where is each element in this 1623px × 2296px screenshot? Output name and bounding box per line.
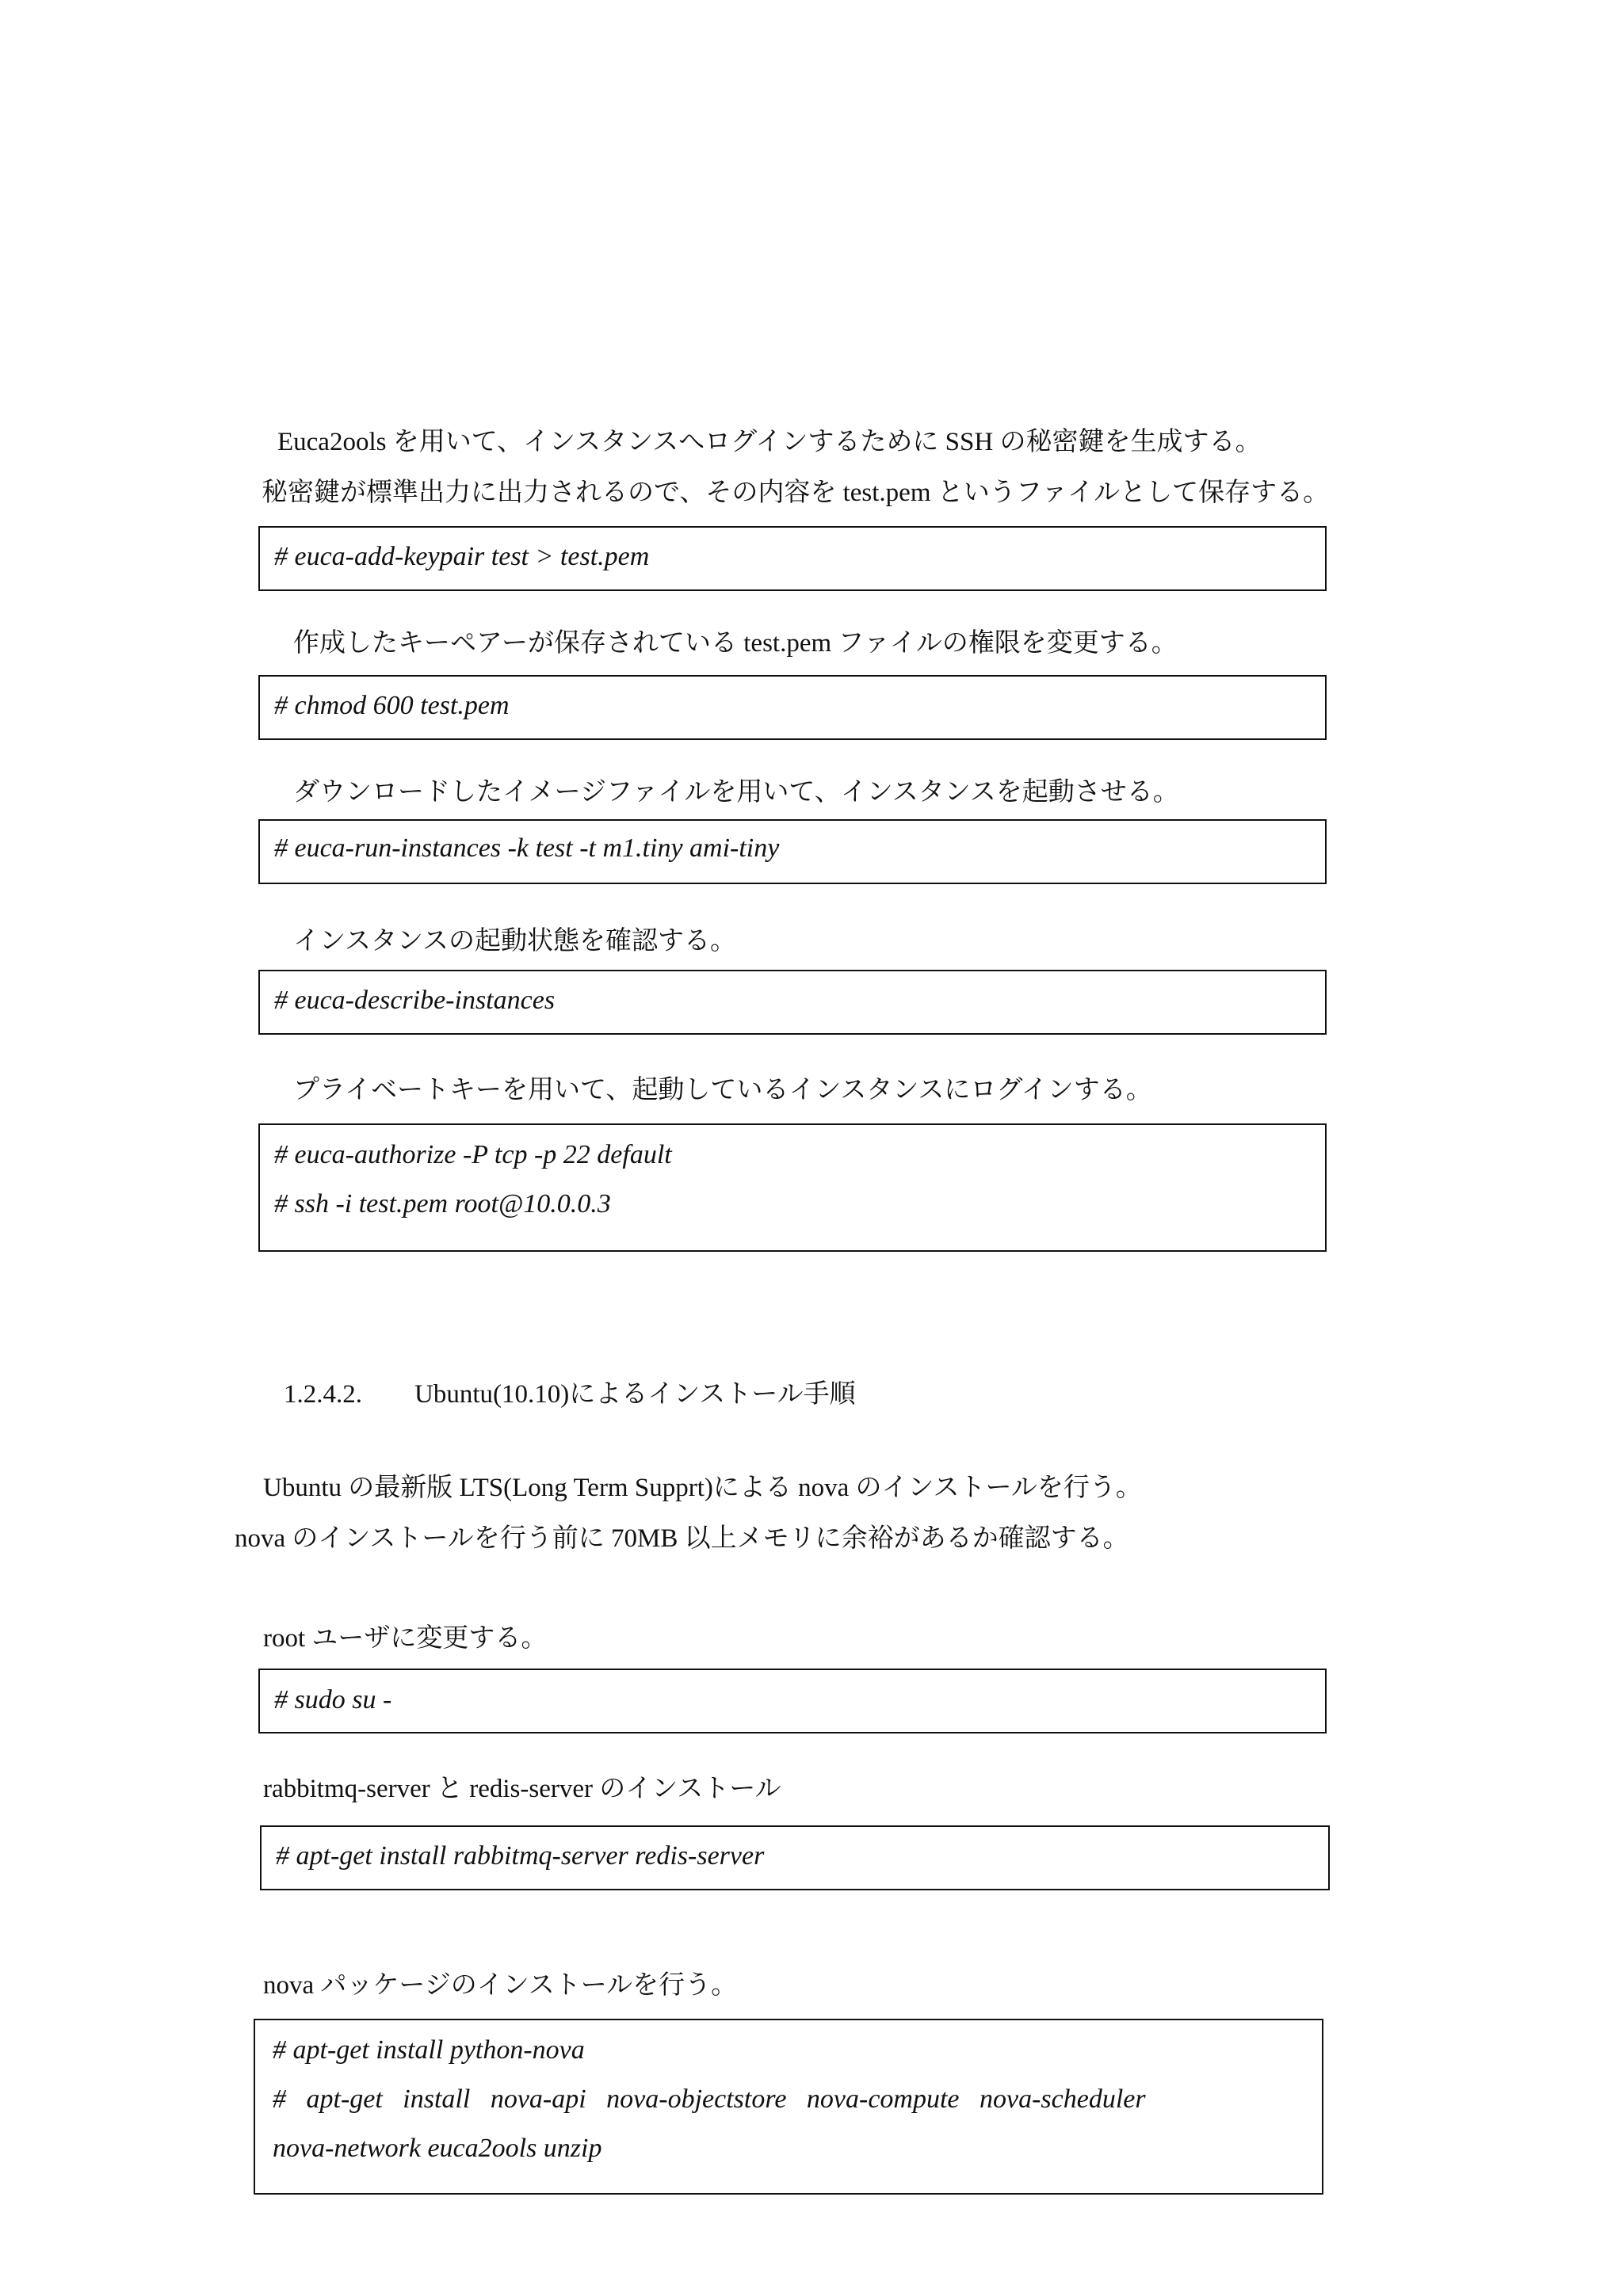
- code-box-describe: [258, 970, 1327, 1035]
- code-run: # euca-run-instances -k test -t m1.tiny ami-tiny: [274, 833, 780, 863]
- run-description: ダウンロードしたイメージファイルを用いて、インスタンスを起動させる。: [293, 778, 1179, 807]
- code-box-login: [258, 1123, 1327, 1252]
- login-description: プライベートキーを用いて、起動しているインスタンスにログインする。: [293, 1076, 1152, 1104]
- code-box-sudo: [258, 1669, 1327, 1733]
- code-keypair: # euca-add-keypair test > test.pem: [274, 542, 650, 571]
- code-nova-packages: # apt-get install nova-api nova-objectstore nova-compute nova-scheduler: [273, 2084, 1146, 2114]
- ubuntu-intro-line-1: Ubuntu の最新版 LTS(Long Term Supprt)による nova のインストールを行う。: [263, 1474, 1142, 1502]
- code-rabbit: # apt-get install rabbitmq-server redis-server: [276, 1841, 765, 1871]
- describe-description: インスタンスの起動状態を確認する。: [293, 927, 737, 955]
- root-description: root ユーザに変更する。: [263, 1624, 548, 1653]
- code-login-ssh: # ssh -i test.pem root@10.0.0.3: [274, 1189, 611, 1219]
- ubuntu-intro-line-2: nova のインストールを行う前に 70MB 以上メモリに余裕があるか確認する。: [235, 1524, 1129, 1553]
- code-box-rabbit: [260, 1825, 1330, 1890]
- section-heading: [284, 1379, 856, 1410]
- code-nova-python: # apt-get install python-nova: [273, 2035, 585, 2065]
- chmod-description: 作成したキーペアーが保存されている test.pem ファイルの権限を変更する。: [293, 629, 1178, 658]
- rabbit-description: rabbitmq-server と redis-server のインストール: [263, 1775, 781, 1803]
- code-sudo: # sudo su -: [274, 1685, 392, 1714]
- code-describe: # euca-describe-instances: [274, 986, 556, 1015]
- code-box-nova: [254, 2019, 1323, 2195]
- code-box-run: [258, 819, 1327, 884]
- code-login-authorize: # euca-authorize -P tcp -p 22 default: [274, 1140, 672, 1169]
- intro-line-1: Euca2ools を用いて、インスタンスへログインするために SSH の秘密鍵を生成する。: [277, 428, 1262, 456]
- code-chmod: # chmod 600 test.pem: [274, 691, 510, 720]
- code-box-chmod: [258, 675, 1327, 740]
- section-title: Ubuntu(10.10)によるインストール手順: [414, 1380, 856, 1409]
- nova-description: nova パッケージのインストールを行う。: [263, 1971, 738, 2000]
- code-box-keypair: [258, 526, 1327, 591]
- section-number: 1.2.4.2.: [284, 1380, 362, 1409]
- code-nova-packages-cont: nova-network euca2ools unzip: [273, 2134, 602, 2163]
- intro-line-2: 秘密鍵が標準出力に出力されるので、その内容を test.pem というファイルとして保存する。: [262, 479, 1330, 507]
